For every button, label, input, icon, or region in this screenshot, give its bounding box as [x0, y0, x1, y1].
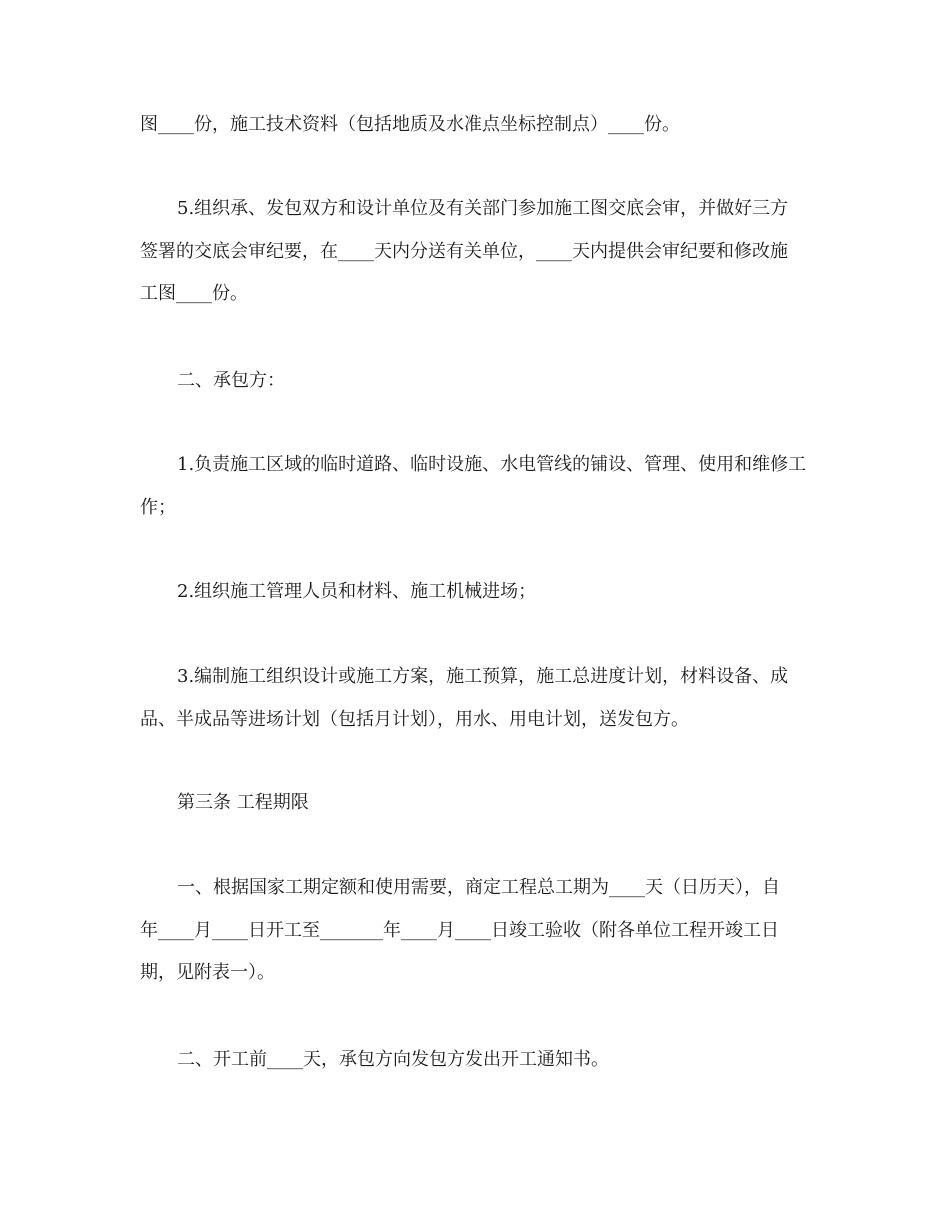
heading-contractor	[140, 360, 815, 403]
paragraph-item-5	[140, 188, 815, 316]
text-line: 一、根据国家工期定额和使用需要，商定工程总工期为____天（日历天），自	[177, 877, 780, 898]
text-line: 期，见附表一）。	[140, 962, 275, 983]
article-3-title	[140, 782, 815, 825]
text-line: 1.负责施工区域的临时道路、临时设施、水电管线的铺设、管理、使用和维修工	[177, 454, 807, 475]
text-line: 二、承包方：	[177, 370, 285, 391]
text-line: 签署的交底会审纪要，在____天内分送有关单位，____天内提供会审纪要和修改施	[140, 240, 788, 262]
text-line: 作；	[140, 496, 176, 518]
paragraph-contractor-3	[140, 656, 815, 741]
text-line: 3.编制施工组织设计或施工方案，施工预算，施工总进度计划，材料设备、成	[177, 666, 789, 687]
text-line: 第三条 工程期限	[177, 792, 309, 813]
paragraph-article-3-item-2	[140, 1039, 815, 1082]
text-line: 工图____份。	[140, 283, 248, 304]
text-line: 图____份，施工技术资料（包括地质及水准点坐标控制点）____份。	[140, 114, 680, 135]
paragraph-contractor-1	[140, 444, 815, 529]
paragraph-contractor-2	[140, 571, 815, 614]
paragraph-drawings-copies	[140, 104, 815, 147]
text-line: 5.组织承、发包双方和设计单位及有关部门参加施工图交底会审，并做好三方	[177, 198, 789, 219]
paragraph-article-3-item-1	[140, 867, 815, 995]
text-line: 二、开工前____天，承包方向发包方发出开工通知书。	[177, 1049, 609, 1070]
text-line: 2.组织施工管理人员和材料、施工机械进场；	[177, 581, 537, 602]
text-line: 品、半成品等进场计划（包括月计划），用水、用电计划，送发包方。	[140, 708, 689, 730]
text-line: 年____月____日开工至_______年____月____日竣工验收（附各单位工程开竣工日	[140, 919, 779, 941]
